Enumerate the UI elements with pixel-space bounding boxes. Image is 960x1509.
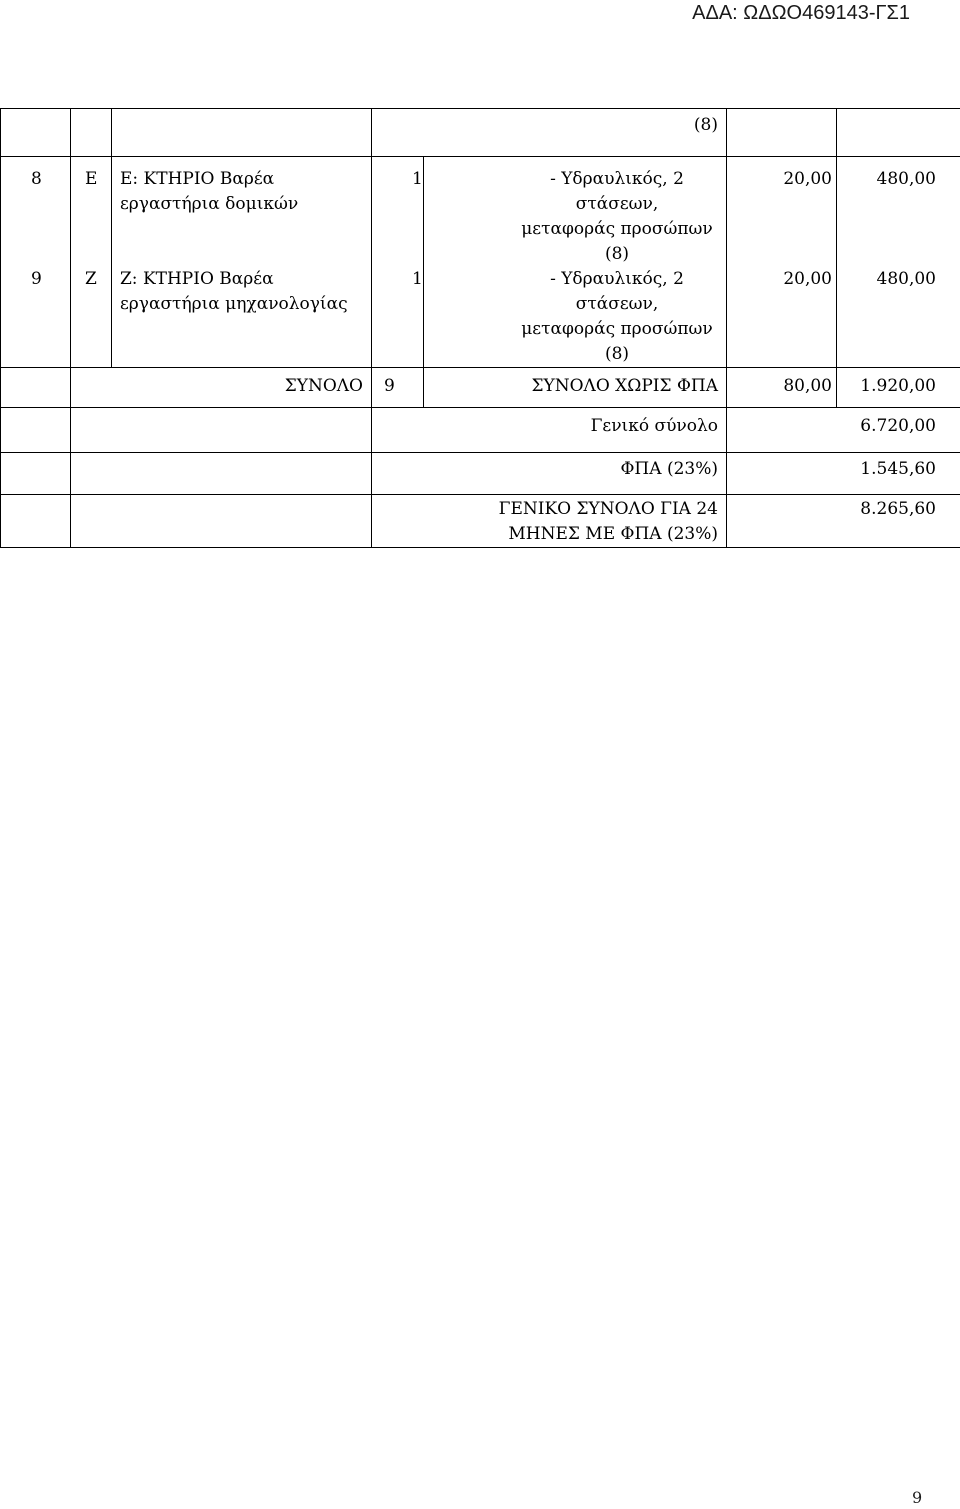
vat-row <box>1 453 960 495</box>
sum-label: ΣΥΝΟΛΟ <box>71 368 372 408</box>
row-number: 9 <box>1 267 71 368</box>
row-qty: 1 <box>372 267 424 368</box>
row-building: Ε: ΚΤΗΡΙΟ Βαρέα εργαστήρια δομικών <box>112 157 372 268</box>
continuation-row <box>1 109 960 157</box>
row-code: Ζ <box>71 267 112 368</box>
row-total: 480,00 <box>837 157 960 268</box>
final-total-label: ΓΕΝΙΚΟ ΣΥΝΟΛΟ ΓΙΑ 24 ΜΗΝΕΣ ΜΕ ΦΠΑ (23%) <box>372 495 727 548</box>
grand-total-row <box>1 408 960 453</box>
vat-label: ΦΠΑ (23%) <box>372 453 727 495</box>
cost-table <box>0 108 960 548</box>
sum-row <box>1 368 960 408</box>
final-total-row <box>1 495 960 548</box>
row-code: Ε <box>71 157 112 268</box>
sum-qty: 9 <box>372 368 424 408</box>
row-total: 480,00 <box>837 267 960 368</box>
sum-total: 1.920,00 <box>837 368 960 408</box>
ada-header: ΑΔΑ: ΩΔΩΟ469143-ΓΣ1 <box>692 2 910 24</box>
grand-total-label: Γενικό σύνολο <box>372 408 727 453</box>
table-row <box>1 267 960 368</box>
row-number: 8 <box>1 157 71 268</box>
sum-excl-vat-label: ΣΥΝΟΛΟ ΧΩΡΙΣ ΦΠΑ <box>424 368 727 408</box>
row-description: - Υδραυλικός, 2 στάσεων, μεταφοράς προσώπων (8) <box>424 267 727 368</box>
row-description: - Υδραυλικός, 2 στάσεων, μεταφοράς προσώπων (8) <box>424 157 727 268</box>
table-row <box>1 157 960 268</box>
row-unit-price: 20,00 <box>727 267 837 368</box>
continuation-text: (8) <box>693 115 718 135</box>
row-building: Ζ: ΚΤΗΡΙΟ Βαρέα εργαστήρια μηχανολογίας <box>112 267 372 368</box>
vat-value: 1.545,60 <box>727 453 960 495</box>
row-qty: 1 <box>372 157 424 268</box>
final-total-value: 8.265,60 <box>727 495 960 548</box>
page-number: 9 <box>912 1488 923 1507</box>
sum-unit-price: 80,00 <box>727 368 837 408</box>
grand-total-value: 6.720,00 <box>727 408 960 453</box>
row-unit-price: 20,00 <box>727 157 837 268</box>
